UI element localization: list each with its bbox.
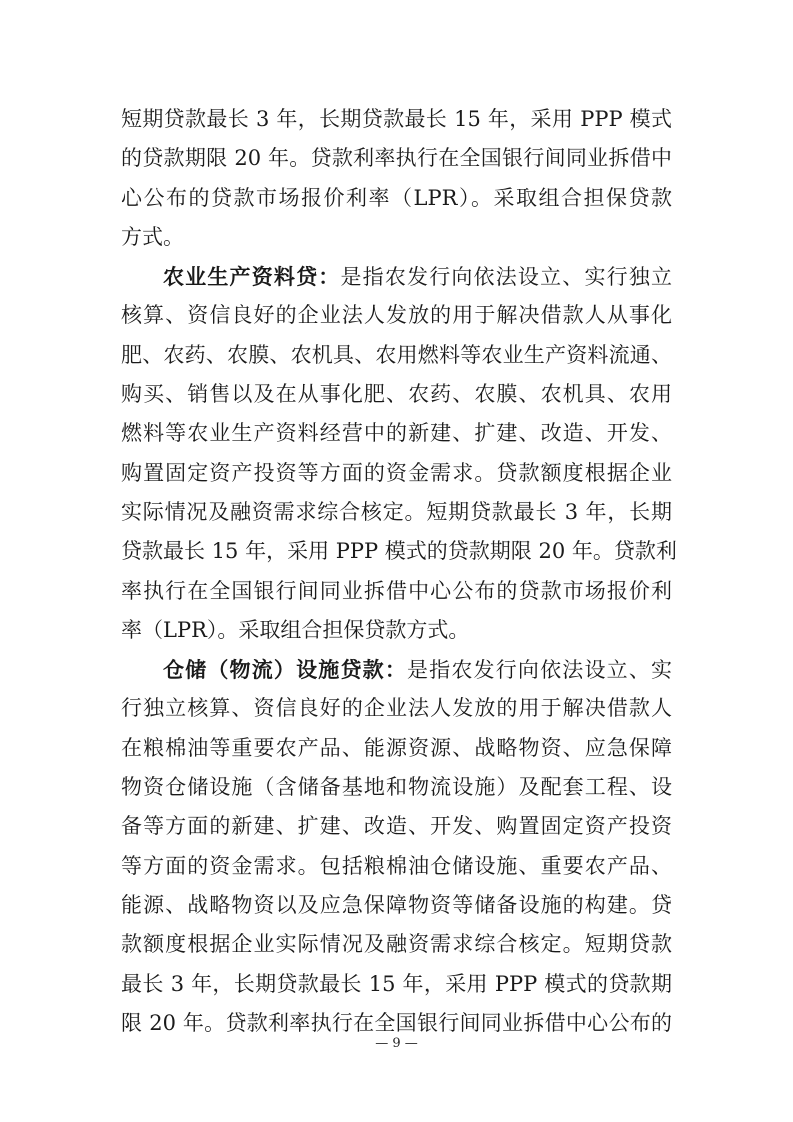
text-line: 物资仓储设施（含储备基地和物流设施）及配套工程、设: [121, 775, 672, 800]
text-line: 行独立核算、资信良好的企业法人发放的用于解决借款人: [121, 696, 672, 721]
text-line: 短期贷款最长 3 年，长期贷款最长 15 年，采用 PPP 模式: [121, 107, 672, 131]
text-line: 率（LPR）。采取组合担保贷款方式。: [121, 617, 470, 642]
text-line: 肥、农药、农膜、农机具、农用燃料等农业生产资料流通、: [121, 342, 672, 367]
text-line: 贷款最长 15 年，采用 PPP 模式的贷款期限 20 年。贷款利: [121, 539, 677, 564]
text-line: 方式。: [121, 224, 184, 249]
page-number: — 9 —: [375, 1036, 418, 1051]
text-line: 备等方面的新建、扩建、改造、开发、购置固定资产投资: [121, 814, 672, 839]
text-line: [121, 257, 672, 296]
text-line: 的贷款期限 20 年。贷款利率执行在全国银行间同业拆借中: [121, 146, 672, 171]
text-line: 购置固定资产投资等方面的资金需求。贷款额度根据企业: [121, 460, 672, 485]
text-span: 是指农发行向依法设立、实行独立: [340, 265, 673, 290]
text-line: 限 20 年。贷款利率执行在全国银行间同业拆借中心公布的: [121, 1010, 672, 1035]
text-line: 等方面的资金需求。包括粮棉油仓储设施、重要农产品、: [121, 853, 672, 878]
section-heading: 农业生产资料贷：: [163, 264, 341, 290]
section-heading: 仓储（物流）设施贷款：: [163, 657, 407, 683]
text-line: 在粮棉油等重要农产品、能源资源、战略物资、应急保障: [121, 735, 672, 760]
paragraph-storage-logistics-facility-loan: [121, 650, 672, 1043]
text-line: 款额度根据企业实际情况及融资需求综合核定。短期贷款: [121, 932, 672, 957]
paragraph-agricultural-production-materials-loan: [121, 257, 677, 650]
text-span: 是指农发行向依法设立、实: [407, 658, 672, 683]
text-line: 能源、战略物资以及应急保障物资等储备设施的构建。贷: [121, 892, 672, 917]
text-line: 心公布的贷款市场报价利率（LPR）。采取组合担保贷款: [121, 185, 672, 210]
document-body: [121, 100, 677, 1043]
paragraph-loan-terms-continuation: [121, 100, 672, 257]
text-line: 最长 3 年，长期贷款最长 15 年，采用 PPP 模式的贷款期: [121, 971, 672, 996]
text-line: 购买、销售以及在从事化肥、农药、农膜、农机具、农用: [121, 382, 672, 407]
text-line: [121, 650, 672, 689]
text-line: 率执行在全国银行间同业拆借中心公布的贷款市场报价利: [121, 578, 672, 603]
text-line: 实际情况及融资需求综合核定。短期贷款最长 3 年，长期: [121, 499, 672, 524]
text-line: 燃料等农业生产资料经营中的新建、扩建、改造、开发、: [121, 421, 672, 446]
text-line: 核算、资信良好的企业法人发放的用于解决借款人从事化: [121, 303, 672, 328]
